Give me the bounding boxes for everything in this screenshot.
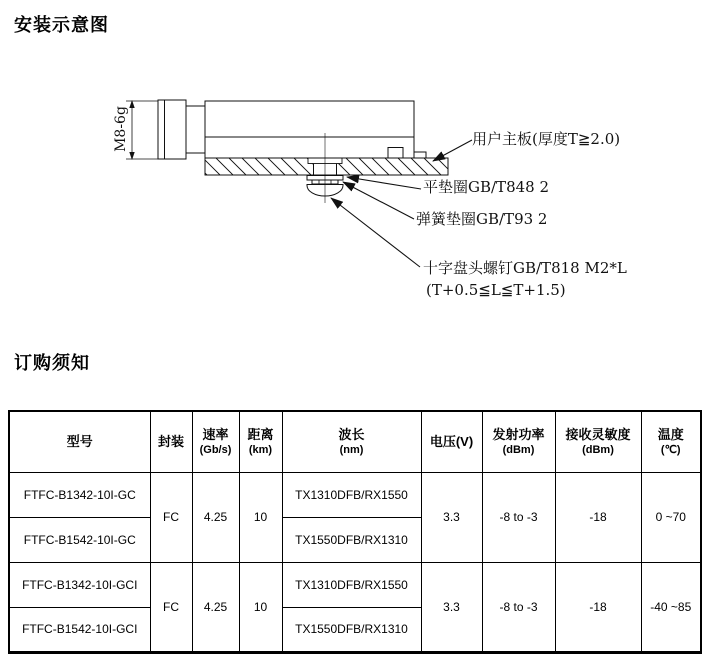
cell-rx-sensitivity: -18 xyxy=(555,472,641,562)
connector-nut xyxy=(158,100,205,159)
cell-model: FTFC-B1342-10I-GCI xyxy=(9,562,150,607)
cell-package: FC xyxy=(150,472,192,562)
col-header-wavelength: 波长 (nm) xyxy=(282,411,421,472)
cell-temperature: 0 ~70 xyxy=(641,472,701,562)
header-row xyxy=(9,411,701,472)
callout-screw-line1: 十字盘头螺钉GB/T818 M2*L xyxy=(423,259,627,277)
callout-user-board: 用户主板(厚度T≧2.0) xyxy=(472,130,621,148)
cell-rx-sensitivity: -18 xyxy=(555,562,641,652)
callout-flat-washer: 平垫圈GB/T848 2 xyxy=(423,178,550,196)
table-row xyxy=(9,562,701,607)
col-header-distance: 距离 (km) xyxy=(239,411,282,472)
col-header-rx-sensitivity: 接收灵敏度 (dBm) xyxy=(555,411,641,472)
transceiver-body xyxy=(205,101,426,158)
cell-package: FC xyxy=(150,562,192,652)
section-title-installation: 安装示意图 xyxy=(14,15,109,35)
cell-distance: 10 xyxy=(239,562,282,652)
cell-tx-power: -8 to -3 xyxy=(482,472,555,562)
cell-rate: 4.25 xyxy=(192,562,239,652)
ordering-table xyxy=(8,410,702,654)
col-header-temperature: 温度 (℃) xyxy=(641,411,701,472)
pcb-board xyxy=(177,158,454,175)
col-header-package: 封装 xyxy=(150,411,192,472)
cell-voltage: 3.3 xyxy=(421,472,482,562)
cell-voltage: 3.3 xyxy=(421,562,482,652)
cell-wavelength: TX1310DFB/RX1550 xyxy=(282,472,421,517)
callout-screw-line2: (T+0.5≦L≦T+1.5) xyxy=(426,281,566,299)
col-header-voltage: 电压(V) xyxy=(421,411,482,472)
thread-spec-label: M8-6g xyxy=(113,106,129,152)
cell-distance: 10 xyxy=(239,472,282,562)
cell-wavelength: TX1310DFB/RX1550 xyxy=(282,562,421,607)
callout-spring-washer: 弹簧垫圈GB/T93 2 xyxy=(416,210,548,228)
cell-rate: 4.25 xyxy=(192,472,239,562)
cell-temperature: -40 ~85 xyxy=(641,562,701,652)
cell-wavelength: TX1550DFB/RX1310 xyxy=(282,517,421,562)
col-header-model: 型号 xyxy=(9,411,150,472)
cell-model: FTFC-B1542-10I-GC xyxy=(9,517,150,562)
section-title-ordering: 订购须知 xyxy=(14,353,90,373)
table-row xyxy=(9,472,701,517)
cell-wavelength: TX1550DFB/RX1310 xyxy=(282,607,421,652)
col-header-tx-power: 发射功率 (dBm) xyxy=(482,411,555,472)
col-header-rate: 速率 (Gb/s) xyxy=(192,411,239,472)
cell-model: FTFC-B1542-10I-GCI xyxy=(9,607,150,652)
cell-model: FTFC-B1342-10I-GC xyxy=(9,472,150,517)
cell-tx-power: -8 to -3 xyxy=(482,562,555,652)
